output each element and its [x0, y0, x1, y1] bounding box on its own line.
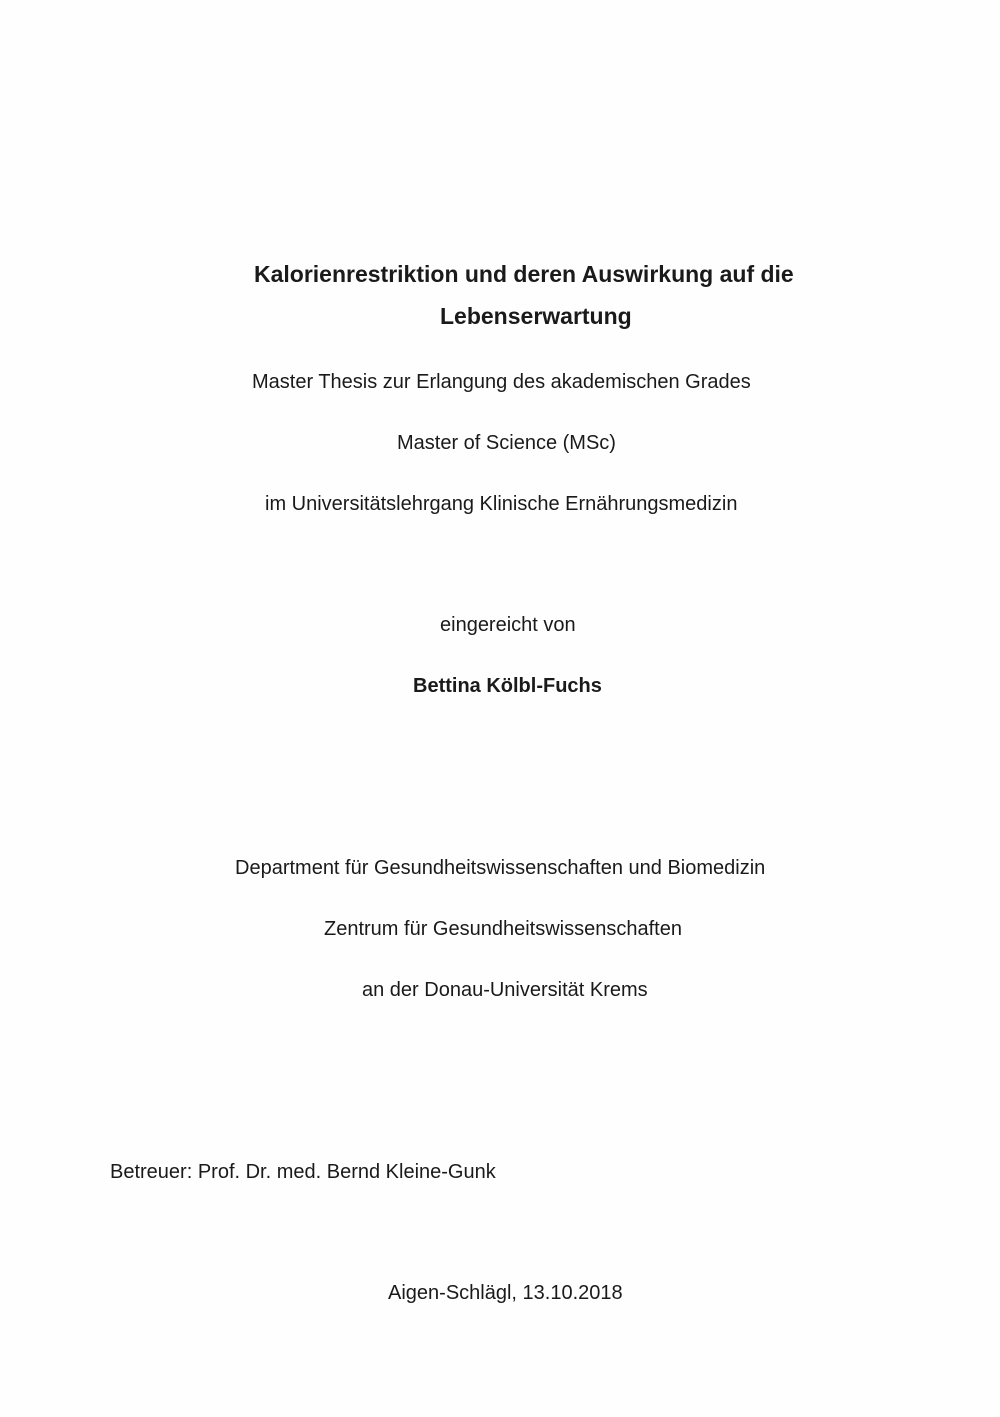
- degree-name: Master of Science (MSc): [397, 432, 616, 454]
- department-name: Department für Gesundheitswissenschaften und Biomedizin: [235, 857, 766, 879]
- center-name: Zentrum für Gesundheitswissenschaften: [324, 918, 682, 940]
- place-and-date: Aigen-Schlägl, 13.10.2018: [388, 1282, 623, 1304]
- thesis-title-line-2: Lebenserwartung: [440, 303, 632, 329]
- supervisor-line: Betreuer: Prof. Dr. med. Bernd Kleine-Gunk: [110, 1161, 496, 1183]
- university-name: an der Donau-Universität Krems: [362, 979, 648, 1001]
- submitted-by-label: eingereicht von: [440, 614, 576, 636]
- thesis-title-line-1: Kalorienrestriktion und deren Auswirkung auf die: [254, 261, 794, 287]
- thesis-purpose: Master Thesis zur Erlangung des akademischen Grades: [252, 371, 751, 393]
- author-name: Bettina Kölbl-Fuchs: [413, 675, 602, 697]
- study-program: im Universitätslehrgang Klinische Ernährungsmedizin: [265, 493, 738, 515]
